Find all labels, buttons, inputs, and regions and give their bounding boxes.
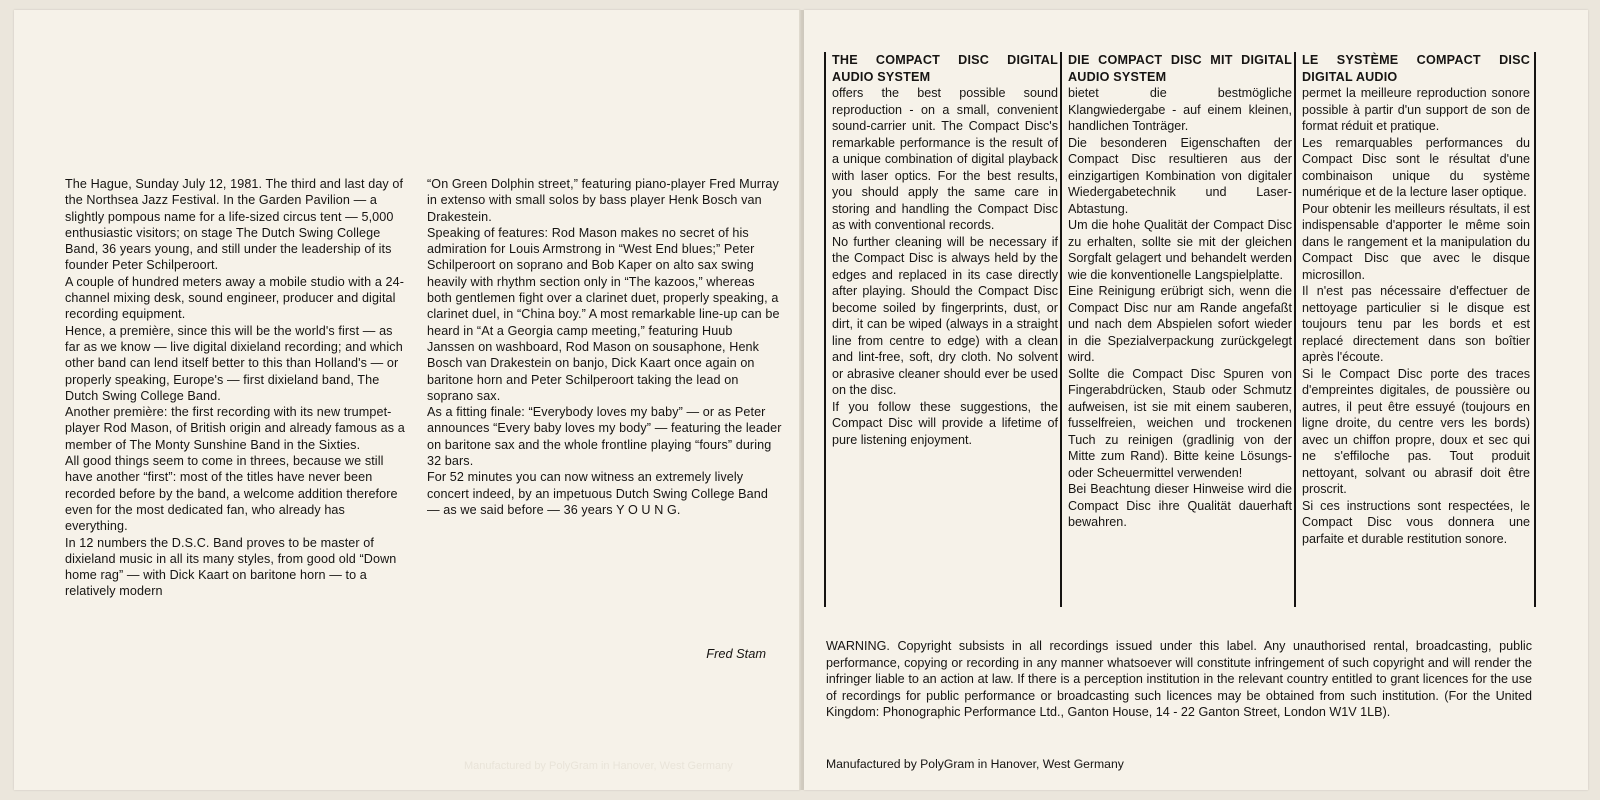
liner-notes-column-2 xyxy=(427,176,782,518)
liner-paragraph: The Hague, Sunday July 12, 1981. The third and last day of the Northsea Jazz Festival. In the Garden Pavilion — a slightly pompous name for a life-sized circus tent — 5,000 enthusiastic visitors; on stage The Dutch Swing College Band, 36 years young, and still under the leadership of its founder Peter Schilperoort. xyxy=(65,177,404,273)
french-paragraph: Les remarquables performances du Compact Disc sont le résultat d'une combinaison unique du système numérique et de la lecture laser optique. xyxy=(1302,135,1530,199)
french-paragraph: permet la meilleure reproduction sonore possible à partir d'un support de son de format réduit et pratique. xyxy=(1302,86,1530,133)
french-paragraph: Si le Compact Disc porte des traces d'empreintes digitales, de poussière ou autres, il peut être essuyé (toujours en ligne droite, du centre vers les bords) avec un chiffon propre, doux et sec qui ne s'effiloche pas. Tout produit nettoyant, solvant ou abrasif doit être proscrit. xyxy=(1302,366,1530,496)
german-column xyxy=(1060,52,1292,607)
liner-paragraph: Speaking of features: Rod Mason makes no secret of his admiration for Louis Armstrong in “West End blues;” Peter Schilperoort on soprano and Bob Kaper on alto sax swing heavily with rhythm section only in “The kazoos,” whereas both gentlemen fight over a clarinet duet, properly speaking, a clarinet duel, in “China boy.” A most remarkable line-up can be heard in “At a Georgia camp meeting,” featuring Huub Janssen on washboard, Rod Mason on sousaphone, Henk Bosch van Drakestein on banjo, Dick Kaart once again on baritone horn and Peter Schilperoort taking the lead on soprano sax. xyxy=(427,225,780,403)
author-signature: Fred Stam xyxy=(706,646,766,661)
liner-paragraph: Another première: the first recording with its new trumpet-player Rod Mason, of British origin and already famous as a member of The Monty Sunshine Band in the Sixties. xyxy=(65,405,405,452)
english-paragraph: If you follow these suggestions, the Compact Disc will provide a lifetime of pure listening enjoyment. xyxy=(832,399,1058,447)
liner-paragraph: “On Green Dolphin street,” featuring piano-player Fred Murray in extenso with small solos by bass player Henk Bosch van Drakestein. xyxy=(427,177,779,224)
english-paragraph: offers the best possible sound reproduction - on a small, convenient sound-carrier unit. The Compact Disc's remarkable performance is the result of a unique combination of digital playback with laser optics. For the best results, you should apply the same care in storing and handling the Compact Disc as with conventional records. xyxy=(832,86,1058,232)
german-paragraph: Um die hohe Qualität der Compact Disc zu erhalten, sollte sie mit der gleichen Sorgfalt gelagert und behandelt werden wie die konventionelle Langspielplatte. xyxy=(1068,218,1292,282)
english-column xyxy=(824,52,1058,607)
french-paragraph: Pour obtenir les meilleurs résultats, il est indispensable d'apporter le même soin dans le rangement et la manipulation du Compact Disc que avec le disque microsillon. xyxy=(1302,201,1530,282)
liner-paragraph: All good things seem to come in threes, because we still have another “first”: most of the titles have never been recorded before by the band, a welcome addition therefore even for the most dedicated fan, who already has everything. xyxy=(65,454,398,534)
liner-paragraph: As a fitting finale: “Everybody loves my baby” — or as Peter announces “Every baby loves my body” — featuring the leader on baritone sax and the whole frontline playing “fours” during 32 bars. xyxy=(427,405,782,469)
liner-paragraph: In 12 numbers the D.S.C. Band proves to be master of dixieland music in all its many styles, from good old “Down home rag” — with Dick Kaart on baritone horn — to a relatively modern xyxy=(65,535,397,599)
show-through-text: Manufactured by PolyGram in Hanover, West Germany xyxy=(464,760,733,772)
liner-paragraph: A couple of hundred meters away a mobile studio with a 24-channel mixing desk, sound engineer, producer and digital recording equipment. xyxy=(65,274,405,322)
german-paragraph: Bei Beachtung dieser Hinweise wird die Compact Disc ihre Qualität dauerhaft bewahren. xyxy=(1068,482,1292,529)
copyright-warning: WARNING. Copyright subsists in all recordings issued under this label. Any unauthorised rental, broadcasting, public performance, copying or recording in any manner whatsoever will constitute infringement of such copyright and will render the infringer liable to an action at law. If there is a perception institution in the relevant country entitled to grant licences for the use of recordings for public performance or broadcasting such licences may be obtained from such institution. (For the United Kingdom: Phonographic Performance Ltd., Ganton House, 14 - 22 Ganton Street, London W1V 1LB). xyxy=(826,639,1532,719)
liner-notes-page xyxy=(14,10,800,790)
english-paragraph: No further cleaning will be necessary if the Compact Disc is always held by the edges and replaced in its case directly after playing. Should the Compact Disc become soiled by fingerprints, dust, or dirt, it can be wiped (always in a straight line from centre to edge) with a clean and lint-free, soft, dry cloth. No solvent or abrasive cleaner should ever be used on the disc. xyxy=(832,234,1058,397)
liner-notes-column-1 xyxy=(65,176,410,600)
manufacturer-note: Manufactured by PolyGram in Hanover, West Germany xyxy=(826,757,1124,771)
german-paragraph: Die besonderen Eigenschaften der Compact Disc resultieren aus der einzigartigen Kombination von digitaler Wiedergabetechnik und Laser-Abtastung. xyxy=(1068,135,1292,216)
french-title: LE SYSTÈME COMPACT DISC DIGITAL AUDIO xyxy=(1302,53,1530,84)
german-title: DIE COMPACT DISC MIT DIGITAL AUDIO SYSTEM xyxy=(1068,53,1292,84)
english-title: THE COMPACT DISC DIGITAL AUDIO SYSTEM xyxy=(832,53,1058,84)
german-paragraph: Eine Reinigung erübrigt sich, wenn die Compact Disc nur am Rande angefaßt und nach dem Abspielen sofort wieder in die Spezialverpackung zurückgelegt wird. xyxy=(1068,284,1292,364)
compact-disc-info-page xyxy=(804,10,1588,790)
french-paragraph: Si ces instructions sont respectées, le Compact Disc vous donnera une parfaite et durable restitution sonore. xyxy=(1302,498,1530,546)
french-paragraph: Il n'est pas nécessaire d'effectuer de nettoyage particulier si le disque est toujours tenu par les bords et est replacé directement dans son boîtier après l'écoute. xyxy=(1302,284,1530,364)
german-paragraph: Sollte die Compact Disc Spuren von Fingerabdrücken, Staub oder Schmutz aufweisen, ist sie mit einem sauberen, fusselfreien, weichen und trockenen Tuch zu reinigen (gradlinig von der Mitte zum Rand). Bitte keine Lösungs- oder Scheuermittel verwenden! xyxy=(1068,366,1292,480)
german-paragraph: bietet die bestmögliche Klangwiedergabe - auf einem kleinen, handlichen Tonträger. xyxy=(1068,86,1292,133)
french-column xyxy=(1294,52,1536,607)
liner-paragraph: Hence, a première, since this will be the world's first — as far as we know — live digital dixieland recording; and which other band can lend itself better to this than Holland's — or properly speaking, Europe's — first dixieland band, The Dutch Swing College Band. xyxy=(65,323,403,403)
liner-paragraph: For 52 minutes you can now witness an extremely lively concert indeed, by an impetuous Dutch Swing College Band — as we said before — 36 years Y O U N G. xyxy=(427,470,768,517)
